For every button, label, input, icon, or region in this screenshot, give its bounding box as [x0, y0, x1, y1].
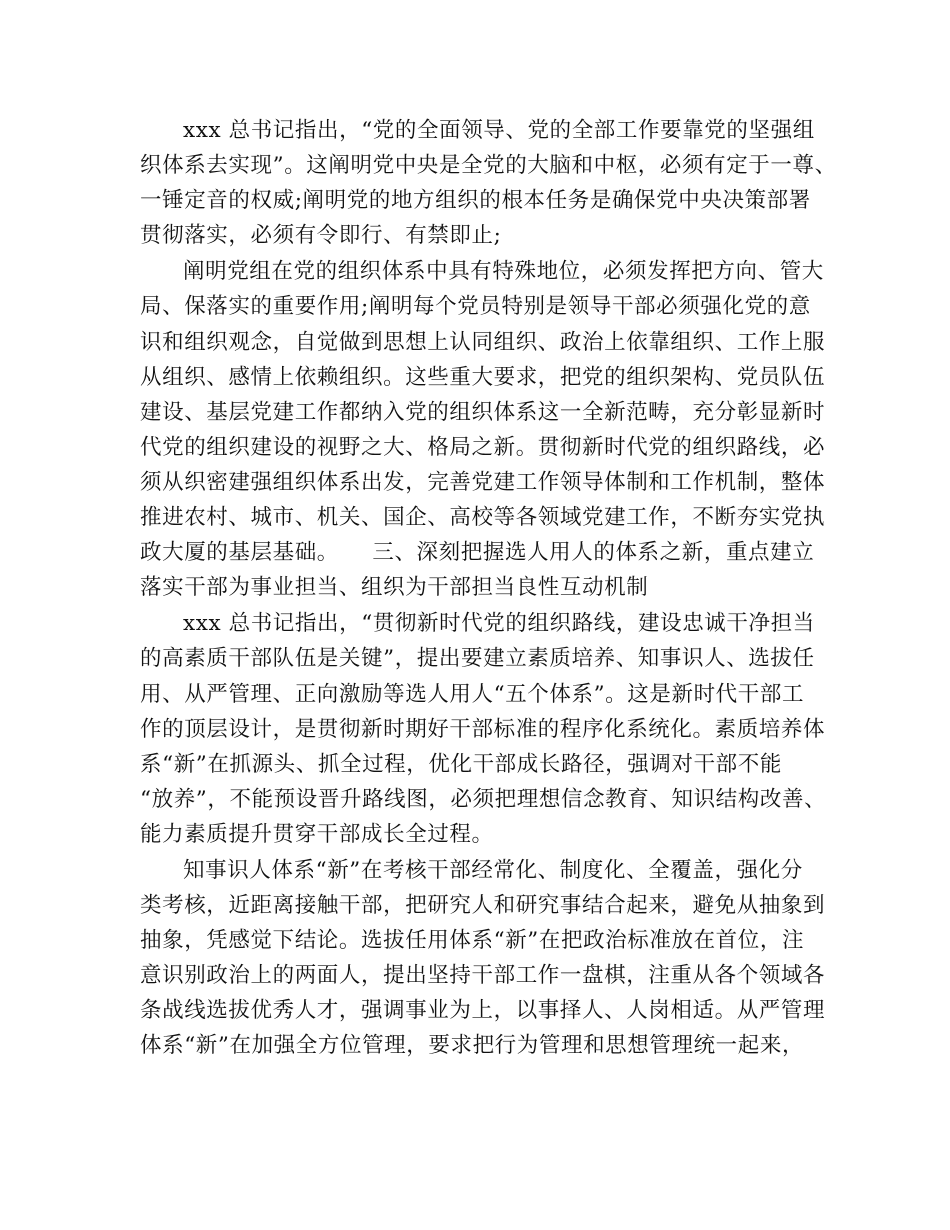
text-line: 的高素质干部队伍是关键”，提出要建立素质培养、知事识人、选拔任 — [140, 646, 815, 672]
text-line: xxx 总书记指出，“贯彻新时代党的组织路线，建设忠诚干净担当 — [183, 611, 815, 637]
text-line: 用、从严管理、正向激励等选人用人“五个体系”。这是新时代干部工 — [140, 681, 805, 707]
text-line: 织体系去实现”。这阐明党中央是全党的大脑和中枢，必须有定于一尊、 — [140, 153, 837, 179]
text-line: 局、保落实的重要作用;阐明每个党员特别是领导干部必须强化党的意 — [140, 294, 811, 320]
text-line: 系“新”在抓源头、抓全过程，优化干部成长路径，强调对干部不能 — [140, 751, 782, 777]
text-line: 从组织、感情上依赖组织。这些重大要求，把党的组织架构、党员队伍 — [140, 364, 826, 390]
document-body — [140, 113, 837, 1064]
text-line: xxx 总书记指出，“党的全面领导、党的全部工作要靠党的坚强组 — [183, 118, 815, 143]
text-line: “放养”，不能预设晋升路线图，必须把理想信念教育、知识结构改善、 — [140, 786, 827, 812]
text-line: 类考核，近距离接触干部，把研究人和研究事结合起来，避免从抽象到 — [140, 893, 826, 919]
text-line: 识和组织观念，自觉做到思想上认同组织、政治上依靠组织、工作上服 — [140, 329, 826, 355]
text-line: 落实干部为事业担当、组织为干部担当良性互动机制 — [140, 575, 649, 601]
text-line: 政大厦的基层基础。 三、深刻把握选人用人的体系之新，重点建立 — [140, 540, 815, 566]
text-line: 代党的组织建设的视野之大、格局之新。贯彻新时代党的组织路线，必 — [140, 434, 826, 460]
text-line: 体系“新”在加强全方位管理，要求把行为管理和思想管理统一起来， — [140, 1033, 805, 1059]
text-line: 能力素质提升贯穿干部成长全过程。 — [140, 821, 494, 847]
text-line: 贯彻落实，必须有令即行、有禁即止; — [140, 223, 502, 249]
text-line: 作的顶层设计，是贯彻新时期好干部标准的程序化系统化。素质培养体 — [140, 716, 826, 742]
text-line: 建设、基层党建工作都纳入党的组织体系这一全新范畴，充分彰显新时 — [140, 399, 826, 425]
text-line: 抽象，凭感觉下结论。选拔任用体系“新”在把政治标准放在首位，注 — [140, 928, 805, 954]
text-line: 一锤定音的权威;阐明党的地方组织的根本任务是确保党中央决策部署 — [140, 188, 811, 214]
text-line: 推进农村、城市、机关、国企、高校等各领域党建工作，不断夯实党执 — [140, 505, 826, 531]
text-line: 知事识人体系“新”在考核干部经常化、制度化、全覆盖，强化分 — [183, 857, 803, 883]
text-line: 意识别政治上的两面人，提出坚持干部工作一盘棋，注重从各个领域各 — [140, 963, 826, 989]
text-line: 须从织密建强组织体系出发，完善党建工作领导体制和工作机制，整体 — [140, 469, 826, 495]
text-line: 阐明党组在党的组织体系中具有特殊地位，必须发挥把方向、管大 — [183, 259, 824, 285]
text-line: 条战线选拔优秀人才，强调事业为上，以事择人、人岗相适。从严管理 — [140, 998, 826, 1024]
